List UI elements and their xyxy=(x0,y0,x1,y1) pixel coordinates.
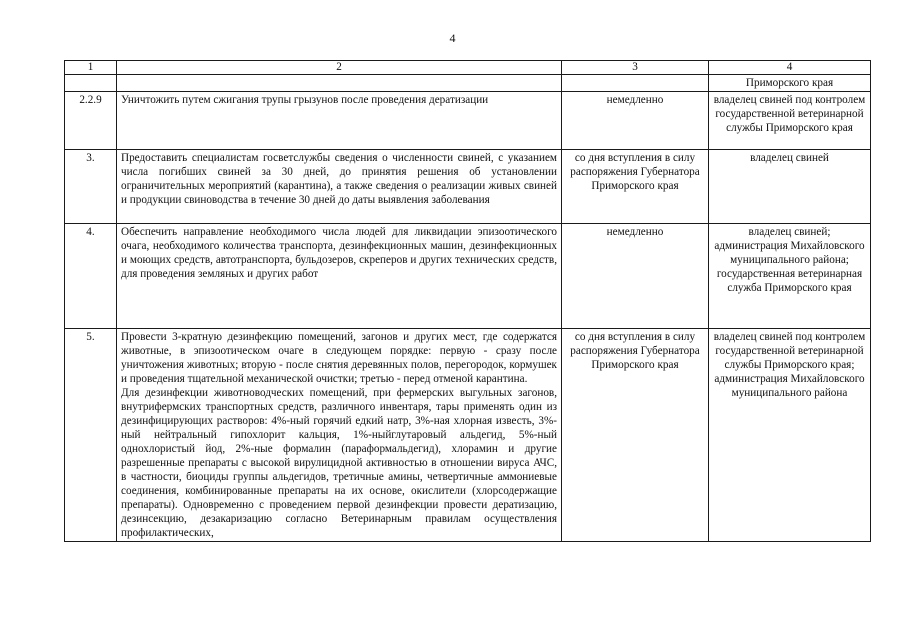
responsible-cell: владелец свиней под контролем государственной ветеринарной службы Приморского края xyxy=(709,92,871,150)
table-row-4 xyxy=(65,224,871,329)
measures-table xyxy=(64,60,871,542)
measure-text: Уничтожить путем сжигания трупы грызунов после проведения дератизации xyxy=(121,94,489,106)
measure-cell xyxy=(117,75,562,92)
term-cell: немедленно xyxy=(562,92,709,150)
measure-cell xyxy=(117,224,562,329)
measure-text: Предоставить специалистам госветслужбы сведения о численности свиней, с указанием числа погибших свиней за 30 дней, до принятия решения об установлении ограничительных мероприятий (карантина), а также сведения о реализации живых свиней и продукции свиноводства в течение 30 дней до даты выявления заболевания xyxy=(121,152,557,206)
measure-cell xyxy=(117,92,562,150)
responsible-cell: владелец свиней; администрация Михайловского муниципального района; государственная ветеринарная служба Приморского края xyxy=(709,224,871,329)
page-number: 4 xyxy=(449,31,456,45)
header-cell-2: 2 xyxy=(117,61,562,75)
responsible-cell: владелец свиней xyxy=(709,150,871,224)
measure-text-paragraph-2: Для дезинфекции животноводческих помещений, при фермерских выгульных загонов, внутрифермских транспортных средств, различного инвентаря, тары применять один из дезинфицирующих растворов: 4%-ный горячий едкий натр, 3%-ная хлорная известь, 3%-ный нейтральный гипохлорит кальция, 1%-ныйглутаровый альдегид, 5%-ный однохлористый йод, 2%-ные формалин (параформальдегид), хлорамин и другие разрешенные препараты с высокой вирулицидной активностью в отношении вируса АЧС, в частности, биоциды группы альдегидов, третичные амины, четвертичные аммониевые соединения, комбинированные препараты на их основе, окислители (хлорсодержащие препараты). Одновременно с проведением первой дезинфекции провести дератизацию, дезинсекцию, дезакаризацию согласно Ветеринарным правилам осуществления профилактических, xyxy=(121,387,557,539)
measure-text: Обеспечить направление необходимого числа людей для ликвидации эпизоотического очага, необходимого количества транспорта, дезинфекционных машин, дезинфекционных и моющих средств, автотранспорта, бульдозеров, скреперов и других технических средств, для проведения земляных и других работ xyxy=(121,226,557,280)
table-row-2-2-9 xyxy=(65,92,871,150)
responsible-cell: Приморского края xyxy=(709,75,871,92)
term-cell xyxy=(562,75,709,92)
row-number-cell: 3. xyxy=(65,150,117,224)
table-row-continuation xyxy=(65,75,871,92)
row-number-cell xyxy=(65,75,117,92)
row-number-cell: 5. xyxy=(65,329,117,542)
measure-text-paragraph-1: Провести 3-кратную дезинфекцию помещений, загонов и других мест, где содержатся животные, в эпизоотическом очаге в следующем порядке: первую - сразу после уничтожения животных; вторую - после снятия деревянных полов, перегородок, кормушек и проведения тщательной механической очистки; третью - перед отменой карантина. xyxy=(121,331,557,385)
measure-cell xyxy=(117,150,562,224)
responsible-cell: владелец свиней под контролем государственной ветеринарной службы Приморского края; администрация Михайловского муниципального района xyxy=(709,329,871,542)
term-cell: со дня вступления в силу распоряжения Губернатора Приморского края xyxy=(562,329,709,542)
row-number-cell: 2.2.9 xyxy=(65,92,117,150)
table-row-5 xyxy=(65,329,871,542)
row-number-cell: 4. xyxy=(65,224,117,329)
table-row-3 xyxy=(65,150,871,224)
header-cell-1: 1 xyxy=(65,61,117,75)
term-cell: немедленно xyxy=(562,224,709,329)
table-header-row xyxy=(65,61,871,75)
term-cell: со дня вступления в силу распоряжения Губернатора Приморского края xyxy=(562,150,709,224)
header-cell-3: 3 xyxy=(562,61,709,75)
header-cell-4: 4 xyxy=(709,61,871,75)
measure-cell xyxy=(117,329,562,542)
